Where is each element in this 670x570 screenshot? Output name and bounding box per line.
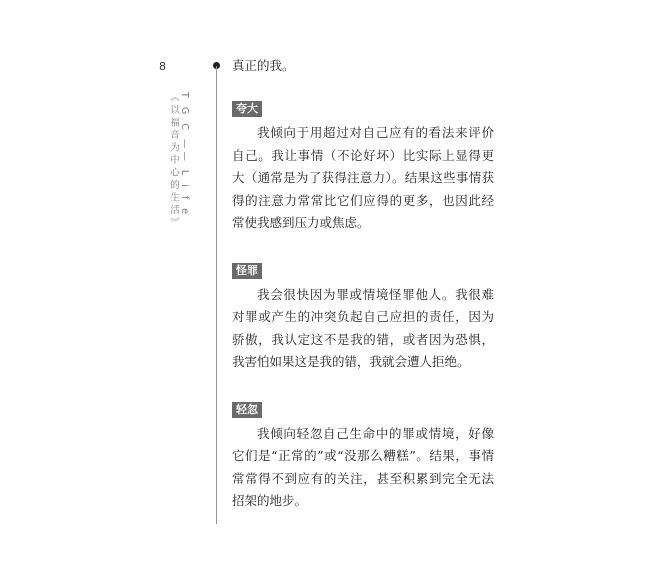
section-body: 我倾向于用超过对自己应有的看法来评价自己。我让事情（不论好坏）比实际上显得更大（通常是为了获得注意力）。结果这些事情获得的注意力常常比它们应得的更多，也因此经常使我感到压力或焦虑。 (232, 125, 494, 230)
section-body: 我会很快因为罪或情境怪罪他人。我很难对罪或产生的冲突负起自己应担的责任，因为骄傲，我认定这不是我的错，或者因为恐惧，我害怕如果这是我的错，我就会遭人拒绝。 (232, 286, 494, 369)
intro-text: 真正的我。 (232, 58, 295, 73)
section-tag: 怪罪 (232, 263, 262, 279)
page-number: 8 (159, 60, 166, 73)
margin-rule-line (216, 66, 217, 524)
running-head (168, 92, 190, 230)
section-tag: 夸大 (232, 101, 262, 117)
section-exaggerate (232, 97, 494, 235)
section-blame (232, 259, 494, 374)
section-tag: 轻忽 (232, 402, 262, 418)
running-head-series: T G C —— L i f e (179, 92, 190, 218)
section-body: 我倾向轻忽自己生命中的罪或情境，好像它们是“正常的”或“没那么糟糕”。结果，事情常常得不到应有的关注，甚至积累到完全无法招架的地步。 (232, 425, 494, 508)
section-minimize (232, 398, 494, 513)
running-head-title: 《以福音为中心的生活》 (168, 92, 179, 230)
page-content (232, 56, 494, 537)
